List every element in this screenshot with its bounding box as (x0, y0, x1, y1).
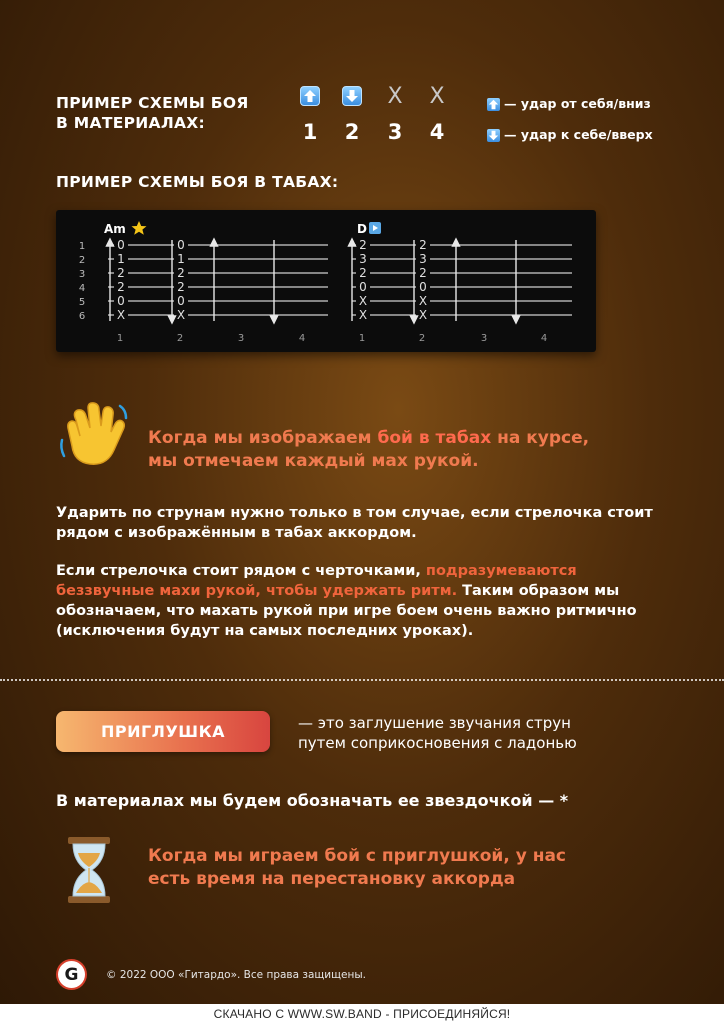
chord-2-name: D (357, 222, 367, 236)
beat-number: 2 (418, 333, 426, 344)
brand-logo-letter: G (64, 964, 79, 985)
note1-line1 (148, 427, 589, 450)
chord1-beat2-fret-5: 0 (177, 294, 185, 308)
mute-description (298, 713, 577, 753)
paragraph-2-line1-a: Если стрелочка стоит рядом с черточками, (56, 563, 426, 579)
pattern-number-3: 3 (387, 120, 403, 144)
download-text[interactable]: СКАЧАНО С WWW.SW.BAND - ПРИСОЕДИНЯЙСЯ! (213, 1007, 511, 1021)
chord1-beat1-fret-5: 0 (117, 294, 125, 308)
arrow-down-icon (487, 129, 500, 142)
beat-number: 3 (480, 333, 488, 344)
arrow-up-icon (487, 98, 500, 111)
paragraph-2-line4: (исключения будут на самых последних уроках). (56, 623, 474, 639)
beat-number: 3 (237, 333, 245, 344)
paragraph-2-line2 (56, 581, 637, 601)
chord1-beat1-fret-3: 2 (117, 266, 125, 280)
pattern-symbol-3: X (387, 84, 403, 109)
beat-number: 4 (540, 333, 548, 344)
chord2-beat1-fret-3: 2 (359, 266, 367, 280)
strum-down-arrow (271, 240, 278, 323)
string-number-2: 2 (78, 255, 86, 266)
pattern-symbol-2 (337, 86, 367, 110)
string-number-1: 1 (78, 241, 86, 252)
strum-pattern (295, 86, 465, 146)
tab-diagram (56, 210, 596, 352)
legend-up-text: — удар от себя/вниз (504, 96, 651, 111)
note1-line2: мы отмечаем каждый мах рукой. (148, 451, 479, 471)
beat-number: 4 (298, 333, 306, 344)
chord2-beat1-fret-1: 2 (359, 238, 367, 252)
brand-logo-icon (58, 961, 85, 988)
chord2-beat2-fret-1: 2 (419, 238, 427, 252)
legend-down-text: — удар к себе/вверх (504, 127, 653, 142)
mute-badge: ПРИГЛУШКА (56, 711, 270, 752)
paragraph-2-line1 (56, 561, 637, 581)
pattern-symbol-1 (295, 86, 325, 110)
waving-hand-icon (58, 400, 128, 470)
paragraph-1-line1: Ударить по струнам нужно только в том случае, если стрелочка стоит (56, 505, 653, 521)
note2-line1: Когда мы играем бой с приглушкой, у нас (148, 846, 567, 866)
copyright: © 2022 ООО «Гитардо». Все права защищены. (106, 969, 366, 981)
chord2-beat2-fret-6: X (418, 308, 428, 322)
play-icon (369, 222, 381, 234)
section2-title: ПРИМЕР СХЕМЫ БОЯ В ТАБАХ: (56, 173, 339, 191)
note1-line1-b: бой в табах (377, 428, 492, 448)
pattern-number-1: 1 (302, 120, 318, 144)
chord2-beat2-fret-5: X (418, 294, 428, 308)
beat-number: 2 (176, 333, 184, 344)
note2-line2: есть время на перестановку аккорда (148, 869, 516, 889)
chord2-beat2-fret-2: 3 (419, 252, 427, 266)
note1 (148, 427, 589, 473)
legend-up (487, 96, 651, 112)
arrow-down-icon (342, 86, 362, 106)
note1-line1-c: на курсе, (491, 428, 590, 448)
section1-title (56, 93, 249, 133)
mute-description-line1: — это заглушение звучания струн (298, 714, 571, 732)
pattern-number-4: 4 (429, 120, 445, 144)
chord1-beat2-fret-1: 0 (177, 238, 185, 252)
chord1-beat2-fret-2: 1 (177, 252, 185, 266)
strum-down-arrow (513, 240, 520, 323)
chord2-beat1-fret-5: X (358, 294, 368, 308)
chord-1-name: Am (104, 222, 126, 236)
beat-number: 1 (116, 333, 124, 344)
chord2-beat2-fret-4: 0 (419, 280, 427, 294)
strum-up-arrow (453, 239, 460, 321)
pattern-symbol-4: X (429, 84, 445, 109)
chord2-beat1-fret-2: 3 (359, 252, 367, 266)
chord1-beat2-fret-4: 2 (177, 280, 185, 294)
note2 (148, 845, 566, 891)
pattern-number-2: 2 (344, 120, 360, 144)
section1-title-line2: В МАТЕРИАЛАХ: (56, 114, 206, 132)
chord2-beat2-fret-3: 2 (419, 266, 427, 280)
paragraph-2 (56, 561, 637, 641)
string-number-4: 4 (78, 283, 86, 294)
mute-description-line2: путем соприкосновения с ладонью (298, 734, 577, 752)
chord2-beat1-fret-4: 0 (359, 280, 367, 294)
star-icon (132, 221, 147, 235)
chord2-beat1-fret-6: X (358, 308, 368, 322)
string-number-3: 3 (78, 269, 86, 280)
paragraph-2-line2-a: беззвучные махи рукой, чтобы удержать ритм. (56, 583, 458, 599)
paragraph-2-line3: обозначаем, что махать рукой при игре боем очень важно ритмично (56, 603, 637, 619)
arrow-up-icon (300, 86, 320, 106)
hourglass-icon (62, 835, 116, 905)
tab-svg (56, 210, 596, 352)
paragraph-2-line2-b: Таким образом мы (457, 583, 620, 599)
section1-title-line1: ПРИМЕР СХЕМЫ БОЯ (56, 94, 249, 112)
string-number-6: 6 (78, 311, 86, 322)
paragraph-1 (56, 503, 653, 543)
chord1-beat2-fret-6: X (176, 308, 186, 322)
note1-line1-a: Когда мы изображаем (148, 428, 378, 448)
legend-down (487, 127, 653, 143)
dotted-divider (0, 679, 724, 681)
chord1-beat1-fret-2: 1 (117, 252, 125, 266)
mute-notation: В материалах мы будем обозначать ее звездочкой — * (56, 791, 569, 810)
paragraph-2-line1-b: подразумеваются (425, 563, 577, 579)
chord1-beat1-fret-1: 0 (117, 238, 125, 252)
chord1-beat2-fret-3: 2 (177, 266, 185, 280)
strum-up-arrow (107, 239, 114, 321)
paragraph-1-line2: рядом с изображённым в табах аккордом. (56, 525, 417, 541)
chord1-beat1-fret-6: X (116, 308, 126, 322)
strum-up-arrow (211, 239, 218, 321)
download-banner (0, 1004, 724, 1024)
beat-number: 1 (358, 333, 366, 344)
strum-up-arrow (349, 239, 356, 321)
chord1-beat1-fret-4: 2 (117, 280, 125, 294)
string-number-5: 5 (78, 297, 86, 308)
